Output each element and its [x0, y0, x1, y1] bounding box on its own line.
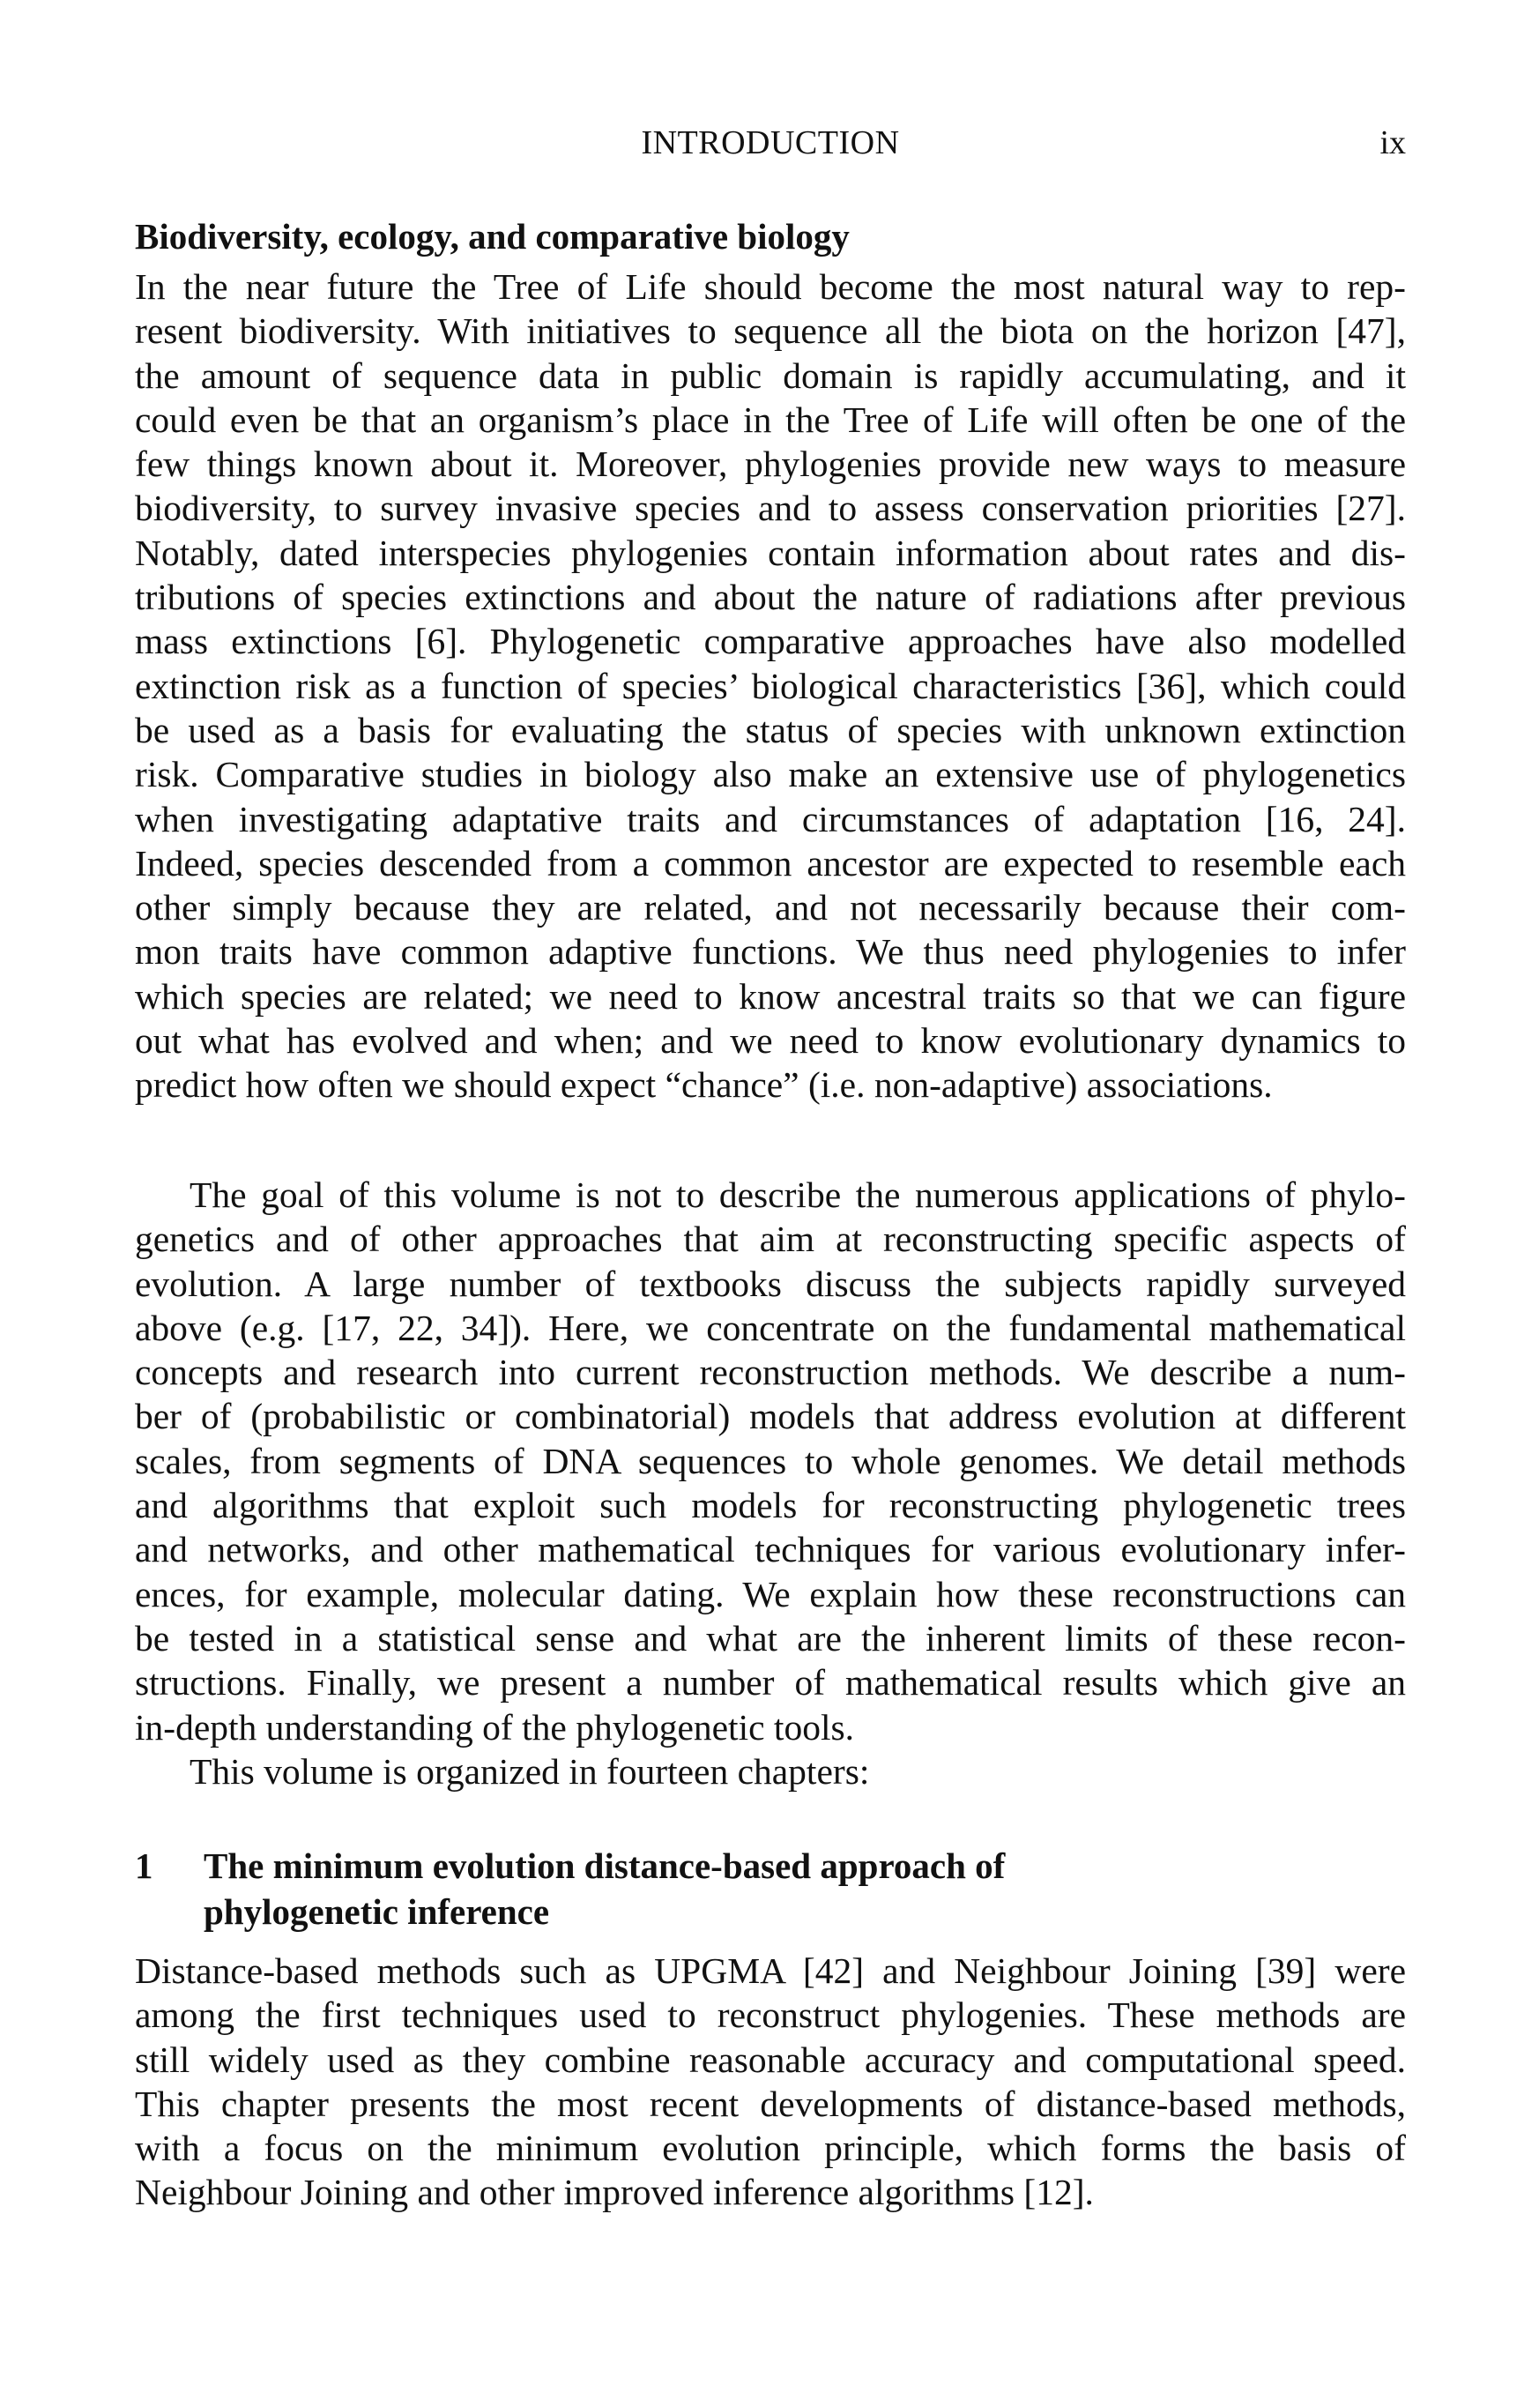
text-line: Neighbour Joining and other improved inference algorithms [12].: [135, 2172, 1094, 2213]
text-line: other simply because they are related, and not necessarily because their com-: [135, 887, 1406, 928]
text-line: with a focus on the minimum evolution principle, which forms the basis of: [135, 2128, 1406, 2169]
text-line: out what has evolved and when; and we need to know evolutionary dynamics to: [135, 1020, 1406, 1062]
text-line: genetics and of other approaches that aim at reconstructing specific aspects of: [135, 1219, 1406, 1260]
text-line: few things known about it. Moreover, phylogenies provide new ways to measure: [135, 444, 1406, 485]
text-line: be used as a basis for evaluating the status of species with unknown extinction: [135, 709, 1406, 750]
text-line: predict how often we should expect “chance” (i.e. non-adaptive) associations.: [135, 1064, 1273, 1106]
text-line: The goal of this volume is not to describe the numerous applications of phylo-: [190, 1174, 1406, 1215]
text-line: resent biodiversity. With initiatives to sequence all the biota on the horizon [47],: [135, 310, 1406, 352]
text-line: Indeed, species descended from a common ancestor are expected to resemble each: [135, 842, 1406, 883]
text-line: the amount of sequence data in public domain is rapidly accumulating, and it: [135, 354, 1406, 396]
text-line: Distance-based methods such as UPGMA [42] and Neighbour Joining [39] were: [135, 1950, 1406, 1991]
text-line: risk. Comparative studies in biology also make an extensive use of phylogenetics: [135, 754, 1406, 795]
text-line: extinction risk as a function of species’ biological characteristics [36], which could: [135, 665, 1406, 706]
text-line: when investigating adaptative traits and circumstances of adaptation [16, 24].: [135, 798, 1406, 839]
text-line: biodiversity, to survey invasive species and to assess conservation priorities [27].: [135, 488, 1406, 529]
section-heading: Biodiversity, ecology, and comparative biology: [135, 216, 850, 257]
chapter-heading: [135, 1843, 1406, 1935]
text-line: Notably, dated interspecies phylogenies contain information about rates and dis-: [135, 532, 1406, 573]
text-line: concepts and research into current reconstruction methods. We describe a num-: [135, 1352, 1406, 1393]
text-line: could even be that an organism’s place in the Tree of Life will often be one of the: [135, 399, 1406, 440]
text-line: structions. Finally, we present a number of mathematical results which give an: [135, 1662, 1406, 1703]
text-line: In the near future the Tree of Life should become the most natural way to rep-: [135, 266, 1406, 307]
chapter-title-line: The minimum evolution distance-based approach of: [204, 1845, 1006, 1886]
running-head-title: INTRODUCTION: [641, 124, 900, 161]
chapter-number: 1: [135, 1845, 153, 1886]
text-line: This chapter presents the most recent developments of distance-based methods,: [135, 2083, 1406, 2124]
text-line: ber of (probabilistic or combinatorial) models that address evolution at different: [135, 1396, 1406, 1437]
chapter-title-line: phylogenetic inference: [204, 1891, 550, 1932]
text-line: tributions of species extinctions and about the nature of radiations after previous: [135, 577, 1406, 618]
running-head: [135, 123, 1406, 168]
text-line: mon traits have common adaptive functions. We thus need phylogenies to infer: [135, 931, 1406, 973]
text-line: in-depth understanding of the phylogenetic tools.: [135, 1706, 854, 1748]
chapter-summary: [135, 1949, 1406, 2215]
text-line: and networks, and other mathematical techniques for various evolutionary infer-: [135, 1529, 1406, 1570]
text-line: be tested in a statistical sense and what are the inherent limits of these recon-: [135, 1617, 1406, 1659]
text-line: above (e.g. [17, 22, 34]). Here, we concentrate on the fundamental mathematical: [135, 1307, 1406, 1348]
text-line: and algorithms that exploit such models for reconstructing phylogenetic trees: [135, 1485, 1406, 1526]
text-line: which species are related; we need to know ancestral traits so that we can figure: [135, 975, 1406, 1017]
text-line: mass extinctions [6]. Phylogenetic comparative approaches have also modelled: [135, 621, 1406, 662]
text-line: scales, from segments of DNA sequences to whole genomes. We detail methods: [135, 1440, 1406, 1481]
text-line: ences, for example, molecular dating. We explain how these reconstructions can: [135, 1573, 1406, 1614]
text-line: among the first techniques used to reconstruct phylogenies. These methods are: [135, 1994, 1406, 2036]
page-number: ix: [1379, 124, 1406, 161]
text-line: This volume is organized in fourteen chapters:: [190, 1750, 870, 1792]
text-line: evolution. A large number of textbooks discuss the subjects rapidly surveyed: [135, 1263, 1406, 1304]
paragraph-volume-goal: [135, 1173, 1406, 1793]
paragraph-biodiversity: [135, 265, 1406, 1107]
text-line: still widely used as they combine reasonable accuracy and computational speed.: [135, 2039, 1406, 2080]
